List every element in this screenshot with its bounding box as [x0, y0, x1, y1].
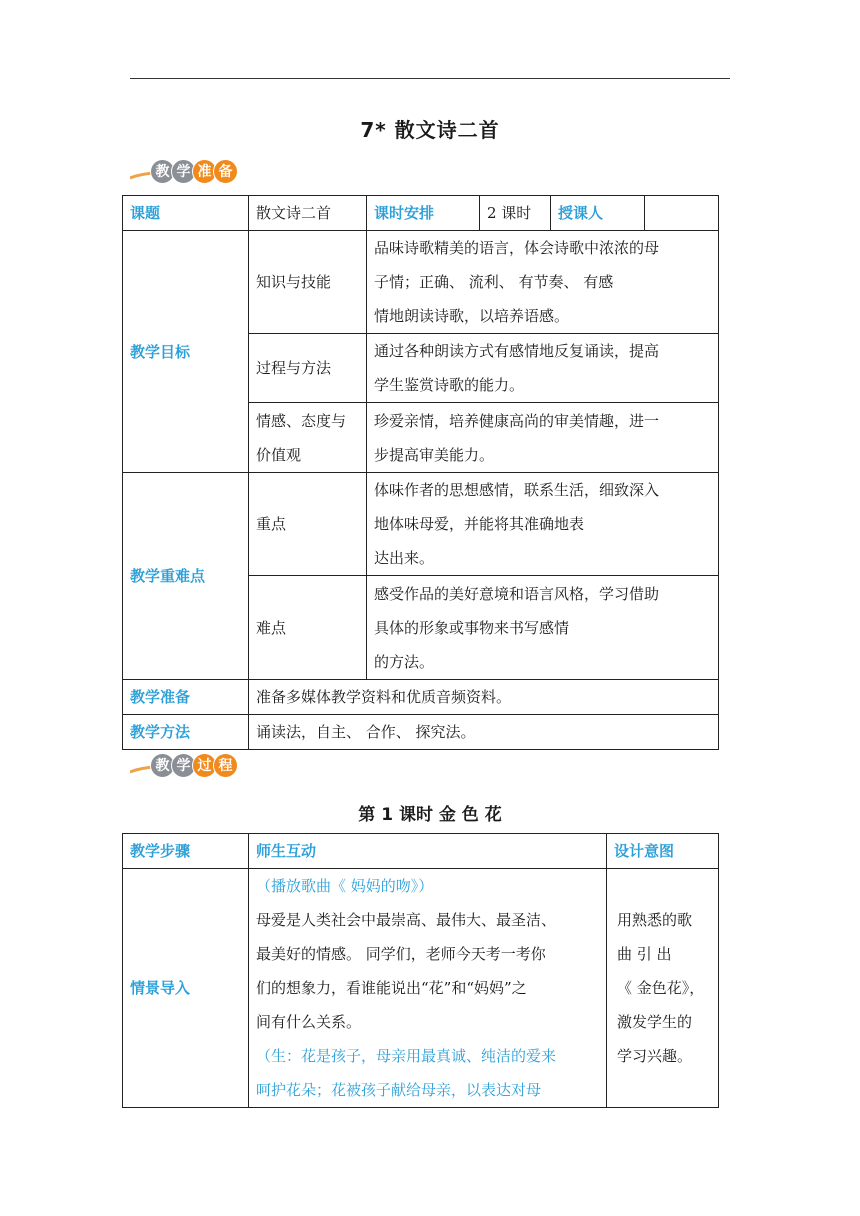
header-interaction: 师生互动	[249, 834, 607, 869]
text-line: （生：花是孩子，母亲用最真诚、纯洁的爱来	[256, 1047, 557, 1065]
process-text	[367, 334, 719, 403]
goals-label: 教学目标	[123, 231, 249, 473]
prep-value: 准备多媒体教学资料和优质音频资料。	[249, 680, 719, 715]
text-line: 步提高审美能力。	[374, 445, 495, 464]
text-line: 学习兴趣。	[617, 1047, 693, 1065]
badge-char: 程	[213, 753, 238, 778]
text-line: 品味诗歌精美的语言，体会诗歌中浓浓的母	[374, 239, 660, 257]
text-line: 通过各种朗读方式有感情地反复诵读，提高	[374, 342, 660, 360]
text-line: 情地朗读诗歌，以培养语感。	[374, 307, 570, 325]
text-line: 子情；正确、 流利、 有节奏、 有感	[374, 273, 614, 291]
text-line: 母爱是人类社会中最崇高、最伟大、最圣洁、	[256, 911, 557, 929]
text-line: 间有什么关系。	[256, 1013, 362, 1031]
knowledge-label: 知识与技能	[249, 231, 367, 334]
text-line: 《 金色花》，	[617, 979, 705, 997]
prep-label: 教学准备	[123, 680, 249, 715]
badge-char: 准	[192, 159, 217, 184]
header-intent: 设计意图	[607, 834, 719, 869]
header-rule	[130, 78, 730, 79]
difficulty-label: 难点	[249, 576, 367, 680]
focus-label: 重点	[249, 473, 367, 576]
teacher-label: 授课人	[551, 196, 645, 231]
method-label: 教学方法	[123, 715, 249, 750]
text-line: 达出来。	[374, 549, 435, 567]
page-title: 7* 散文诗二首	[360, 118, 500, 142]
badge-char: 教	[150, 159, 175, 184]
section-badge-process	[130, 750, 238, 780]
text-line: 学生鉴赏诗歌的能力。	[374, 376, 525, 394]
text-line: 地体味母爱，并能将其准确地表	[374, 515, 585, 533]
badge-char: 学	[171, 159, 196, 184]
teaching-prep-table	[122, 195, 719, 750]
knowledge-text	[367, 231, 719, 334]
badge-char: 学	[171, 753, 196, 778]
difficulty-text	[367, 576, 719, 680]
process-label: 过程与方法	[249, 334, 367, 403]
section-badge-prep	[130, 156, 238, 186]
hours-label: 课时安排	[367, 196, 480, 231]
lesson-title: 第 1 课时 金 色 花	[358, 805, 502, 825]
step-intro: 情景导入	[123, 869, 249, 1108]
emotion-text	[367, 403, 719, 473]
text-line: 具体的形象或事物来书写感情	[374, 618, 570, 637]
text-line: 的方法。	[374, 652, 435, 671]
text-line: （播放歌曲《 妈妈的吻》）	[256, 877, 434, 895]
text-line: 珍爱亲情，培养健康高尚的审美情趣，进一	[374, 411, 660, 430]
badge-char: 教	[150, 753, 175, 778]
text-line: 呵护花朵；花被孩子献给母亲，以表达对母	[256, 1081, 542, 1099]
text-line: 激发学生的	[617, 1013, 693, 1031]
text-line: 用熟悉的歌	[617, 911, 693, 929]
text-line: 感受作品的美好意境和语言风格，学习借助	[374, 584, 660, 603]
teaching-process-table	[122, 833, 719, 1108]
teacher-value	[645, 196, 719, 231]
emotion-label	[249, 403, 367, 473]
keypoints-label: 教学重难点	[123, 473, 249, 680]
text-line: 们的想象力，看谁能说出“花”和“妈妈”之	[256, 979, 527, 997]
focus-text	[367, 473, 719, 576]
text-line: 价值观	[256, 445, 302, 464]
text-line: 体味作者的思想感情，联系生活，细致深入	[374, 481, 660, 499]
header-step: 教学步骤	[123, 834, 249, 869]
text-line: 情感、态度与	[256, 411, 347, 430]
hours-value: 2 课时	[480, 196, 551, 231]
text-line: 最美好的情感。 同学们，老师今天考一考你	[256, 945, 546, 963]
interaction-text	[249, 869, 607, 1108]
course-label: 课题	[123, 196, 249, 231]
intent-text	[607, 869, 719, 1108]
badge-char: 过	[192, 753, 217, 778]
course-value: 散文诗二首	[249, 196, 367, 231]
method-value: 诵读法，自主、 合作、 探究法。	[249, 715, 719, 750]
text-line: 曲 引 出	[617, 945, 672, 963]
badge-char: 备	[213, 159, 238, 184]
